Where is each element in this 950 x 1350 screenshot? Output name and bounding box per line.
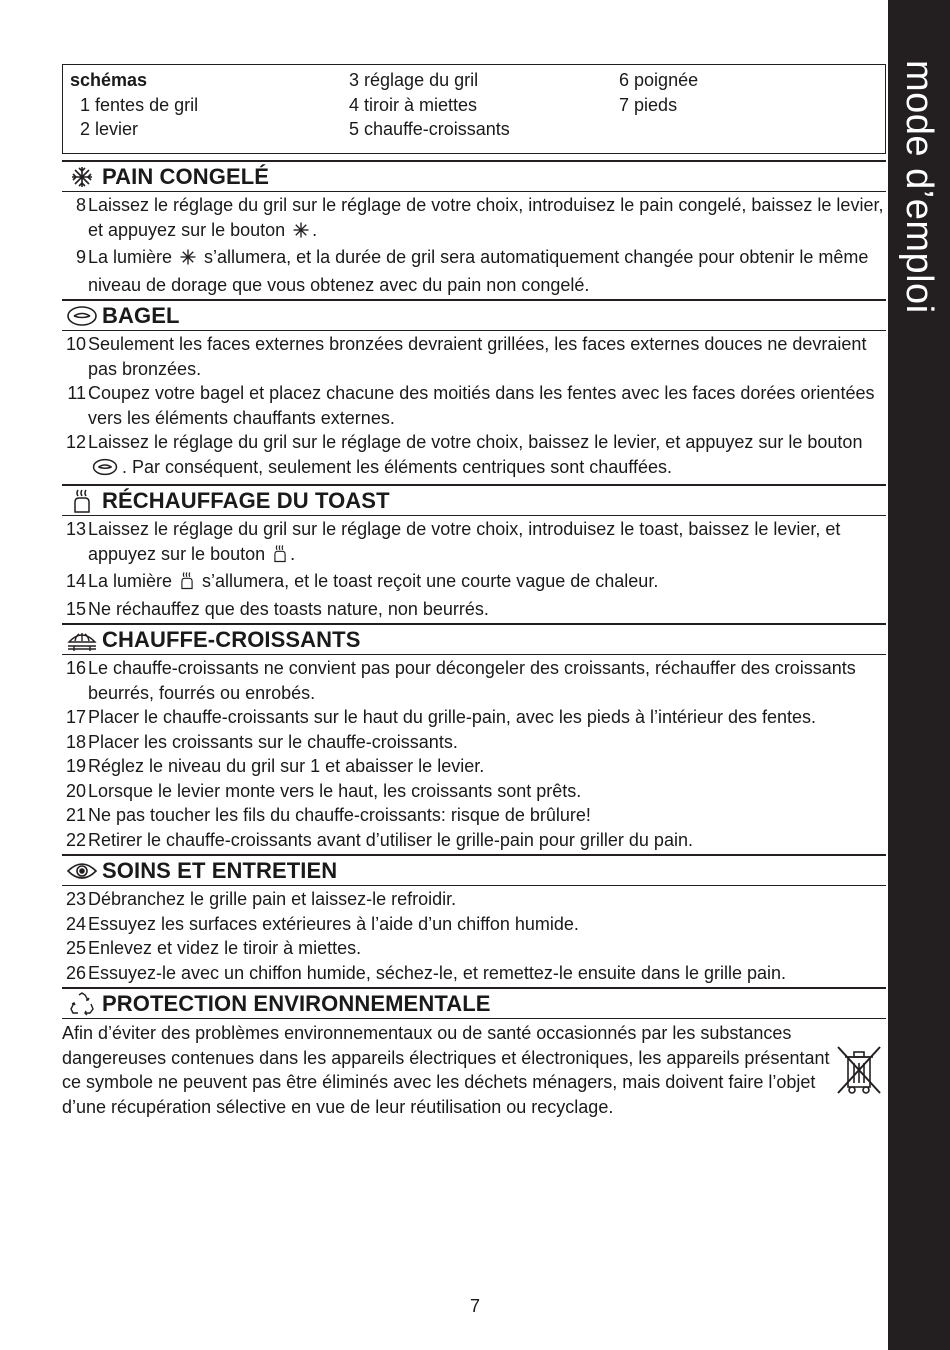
section-header xyxy=(62,160,886,192)
list-item: 17 Placer le chauffe-croissants sur le haut du grille-pain, avec les pieds à l’intérieur des fentes. xyxy=(65,707,817,727)
legend-box xyxy=(62,64,886,154)
section-header xyxy=(62,299,886,331)
legend-column-2 xyxy=(349,68,510,142)
legend-item: 1 fentes de gril xyxy=(80,94,199,115)
list-item: 18 Placer les croissants sur le chauffe-croissants. xyxy=(65,731,458,752)
section-croissant xyxy=(62,623,886,854)
section-header xyxy=(62,484,886,516)
list-item: 8 Laissez le réglage du gril sur le réglage de votre choix, introduisez le pain congelé, baissez le levier, et appuyez sur le bouton . xyxy=(62,193,886,245)
list-item: 9 La lumière s’allumera, et la durée de gril sera automatiquement changée pour obtenir le même niveau de dorage que vous obtenez avec du pain non congelé. xyxy=(75,247,869,295)
section-title: PAIN CONGELÉ xyxy=(102,163,270,189)
environment-paragraph: Afin d’éviter des problèmes environnementaux ou de santé occasionnés par les substances dangereuses contenues dans les appareils électriques et électroniques, les appareils présentant ce symbole ne peuvent pas être éliminés avec les déchets ménagers, mais doivent faire l’objet d’une récupération sélective en vue de leur réutilisation ou recyclage. xyxy=(62,1023,830,1117)
snowflake-icon xyxy=(292,221,310,246)
list-item: 23 Débranchez le grille pain et laissez-le refroidir. xyxy=(65,889,457,909)
section-bagel xyxy=(62,299,886,484)
legend-item: 4 tiroir à miettes xyxy=(349,94,478,115)
section-environment xyxy=(62,987,886,1119)
crossed-bin-icon xyxy=(834,1043,884,1102)
list-item: 10 Seulement les faces externes bronzées devraient grillées, les faces externes douces ne devraient pas bronzées. xyxy=(65,334,867,379)
list-item: 19 Réglez le niveau du gril sur 1 et abaisser le levier. xyxy=(65,756,485,776)
list-item: 21 Ne pas toucher les fils du chauffe-croissants: risque de brûlure! xyxy=(65,805,591,825)
section-title: RÉCHAUFFAGE DU TOAST xyxy=(102,487,390,513)
section-reheat xyxy=(62,484,886,623)
list-item: 13 Laissez le réglage du gril sur le réglage de votre choix, introduisez le toast, baissez le levier, et appuyez sur le bouton . xyxy=(62,517,886,569)
legend-item: 6 poignée xyxy=(619,70,699,90)
page-number: 7 xyxy=(469,1296,480,1316)
list-item: 20 Lorsque le levier monte vers le haut, les croissants sont prêts. xyxy=(65,780,582,801)
list-item: 25 Enlevez et videz le tiroir à miettes. xyxy=(65,938,362,958)
section-title: PROTECTION ENVIRONNEMENTALE xyxy=(102,990,491,1016)
reheat-toast-icon xyxy=(62,486,102,516)
legend-item: 3 réglage du gril xyxy=(349,70,479,90)
bagel-icon xyxy=(90,458,120,483)
list-item: 22 Retirer le chauffe-croissants avant d’utiliser le grille-pain pour griller du pain. xyxy=(65,829,693,850)
legend-item: 5 chauffe-croissants xyxy=(349,119,510,139)
legend-column-3 xyxy=(619,68,698,117)
list-item: 11 Coupez votre bagel et placez chacune des moitiés dans les fentes avec les faces dorées orientées vers les éléments chauffants externes. xyxy=(67,383,875,428)
reheat-toast-icon xyxy=(179,571,195,597)
bagel-icon xyxy=(62,301,102,331)
side-tab xyxy=(888,0,950,1350)
recycle-icon xyxy=(62,989,102,1019)
section-header xyxy=(62,623,886,655)
eye-icon xyxy=(62,856,102,886)
snowflake-icon xyxy=(179,248,197,273)
legend-item: 7 pieds xyxy=(619,94,678,115)
list-item: 12 Laissez le réglage du gril sur le réglage de votre choix, baissez le levier, et appuyez sur le bouton . Par conséquent, seulement les éléments centriques sont chauffées. xyxy=(62,430,886,482)
list-item: 15 Ne réchauffez que des toasts nature, non beurrés. xyxy=(65,598,489,619)
list-item: 14 La lumière s’allumera, et le toast reçoit une courte vague de chaleur. xyxy=(62,569,886,597)
section-header xyxy=(62,987,886,1019)
legend-item: 2 levier xyxy=(80,119,139,139)
section-title: BAGEL xyxy=(102,302,180,328)
content xyxy=(62,160,886,1119)
section-frozen xyxy=(62,160,886,299)
side-tab-label: mode d’emploi xyxy=(898,60,940,314)
section-title: SOINS ET ENTRETIEN xyxy=(102,857,338,883)
section-title: CHAUFFE-CROISSANTS xyxy=(102,626,361,652)
legend-column-1 xyxy=(70,68,198,142)
legend-title: schémas xyxy=(70,70,148,90)
reheat-toast-icon xyxy=(272,544,288,570)
list-item: 24 Essuyez les surfaces extérieures à l’aide d’un chiffon humide. xyxy=(65,913,579,934)
section-header xyxy=(62,854,886,886)
snowflake-icon xyxy=(62,162,102,192)
list-item: 26 Essuyez-le avec un chiffon humide, séchez-le, et remettez-le ensuite dans le grille pain. xyxy=(65,962,787,983)
list-item: 16 Le chauffe-croissants ne convient pas pour décongeler des croissants, réchauffer des croissants beurrés, fourrés ou enrobés. xyxy=(65,658,856,703)
section-care xyxy=(62,854,886,987)
croissant-icon xyxy=(62,625,102,655)
